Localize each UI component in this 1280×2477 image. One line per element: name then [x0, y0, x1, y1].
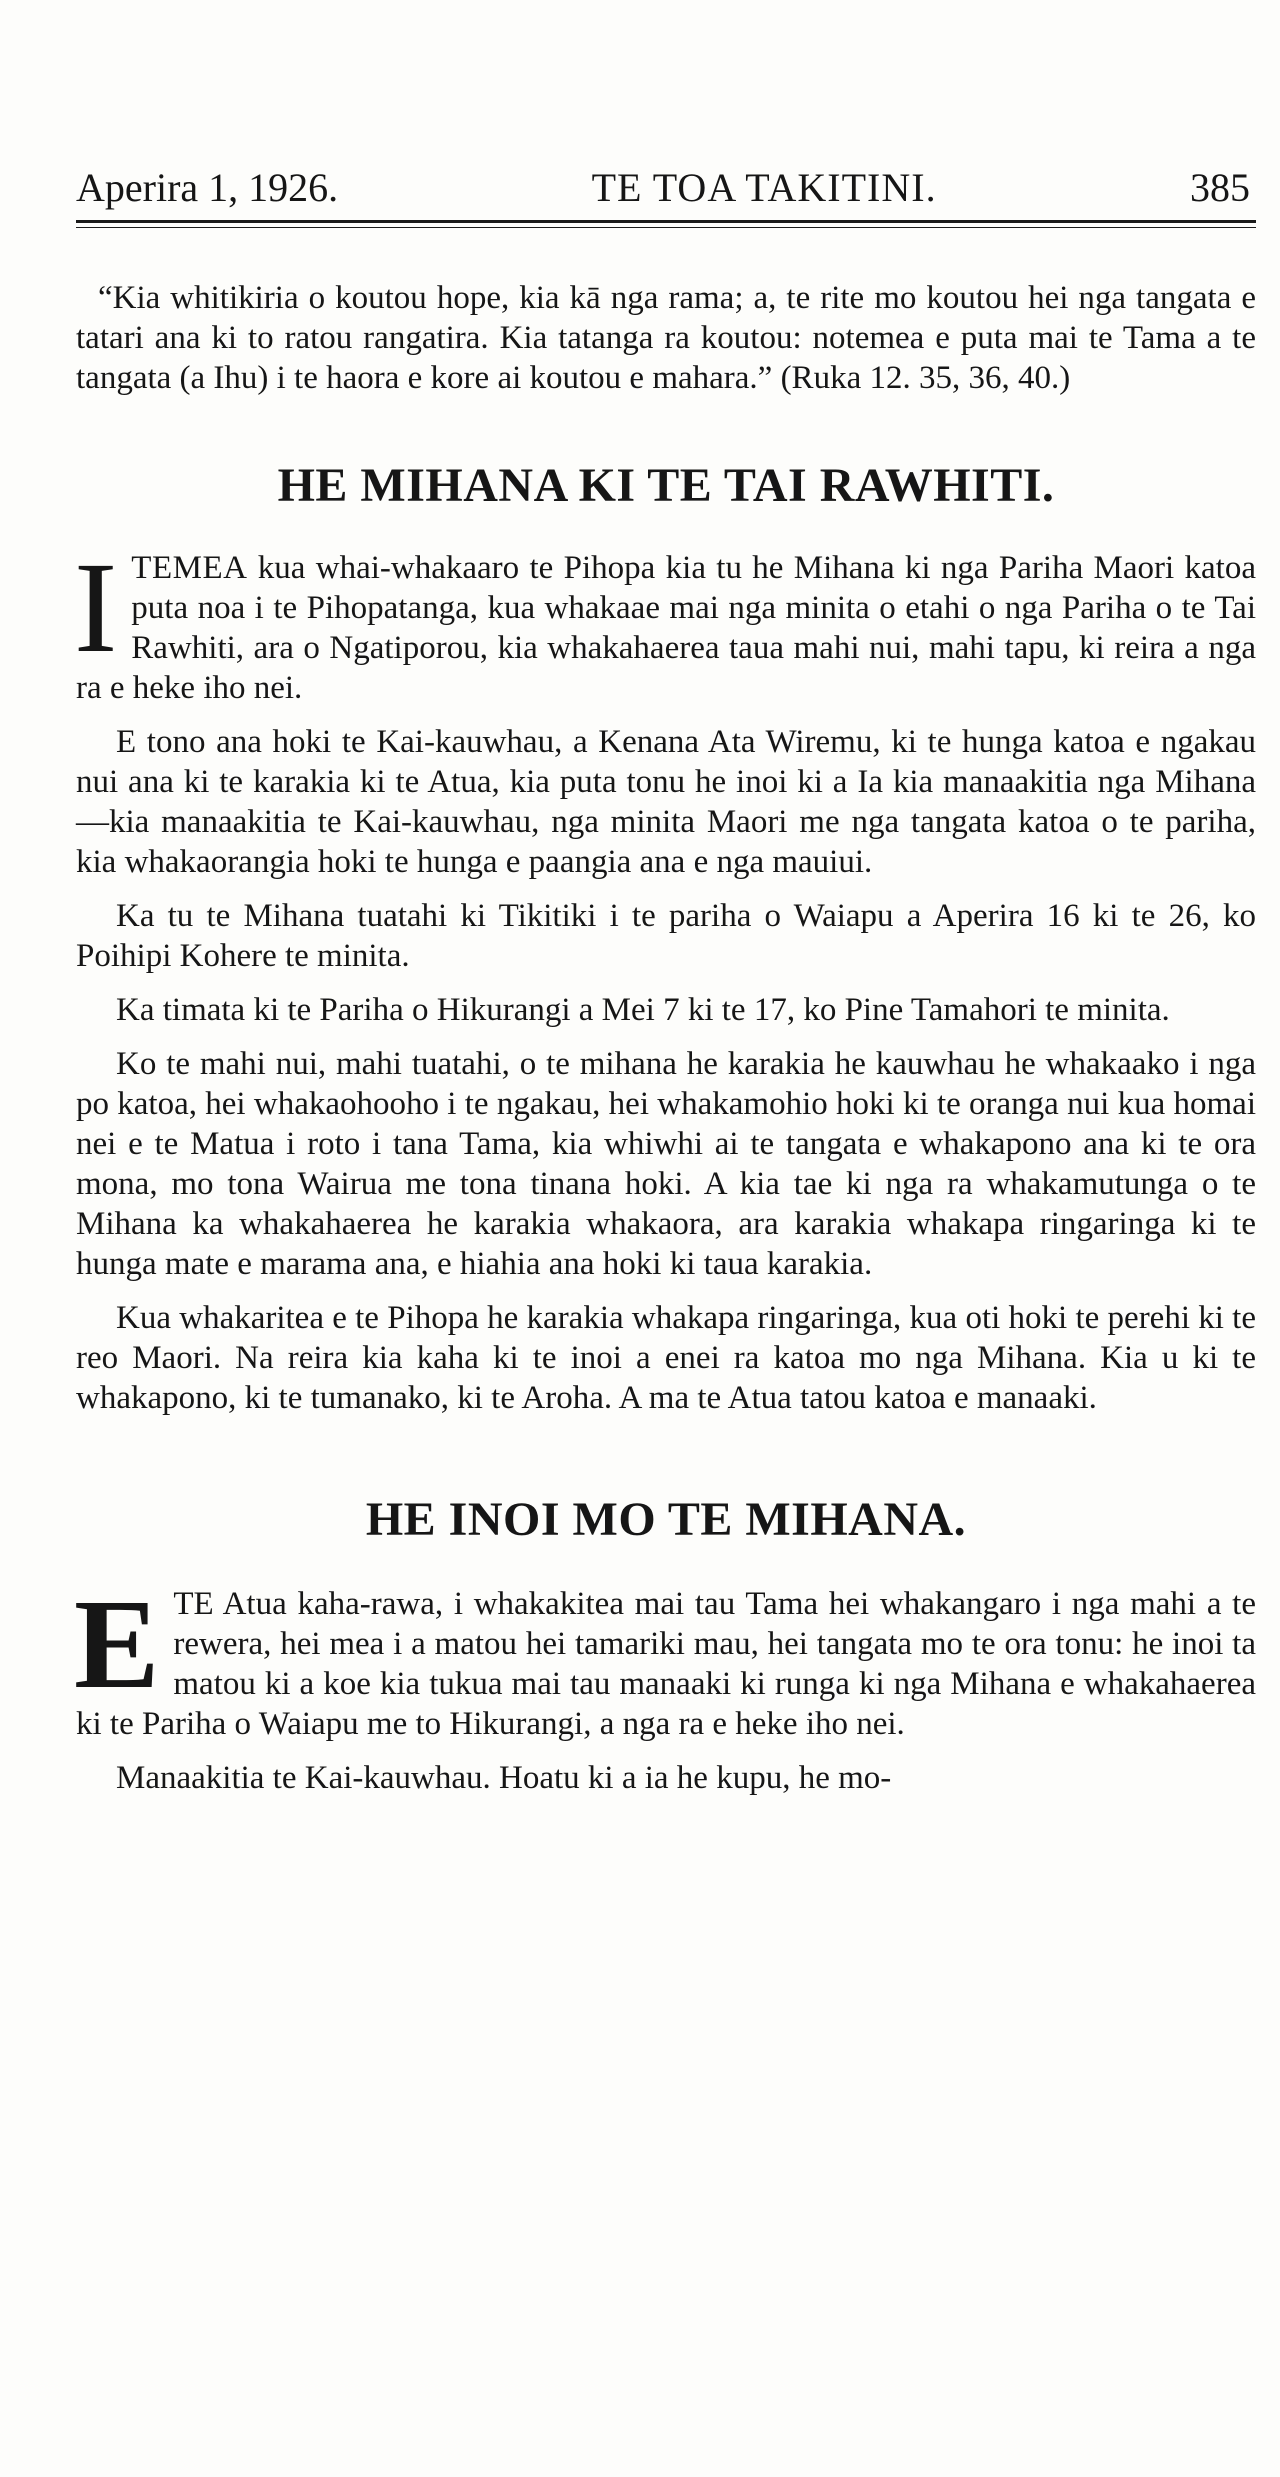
header-rule-thick	[76, 220, 1256, 223]
drop-cap: E	[74, 1573, 160, 1715]
paragraph	[74, 1573, 1256, 1744]
paragraph: Ko te mahi nui, mahi tuatahi, o te mihana he karakia he kauwhau he whakaako i nga po katoa, hei whakaohooho i te ngakau, hei whakamohio hoki ki te oranga nui kua homai nei e te Matua i roto i tana Tama, kia whiwhi ai te tangata e whakapono ana ki te ora mona, mo tona Wairua me tona tinana hoki. A kia tae ki nga ra whakamutunga o te Mihana ka whakahaerea he karakia whakaora, ara karakia whakapa ringaringa ki te hunga mate e marama ana, e hiahia ana hoki ki taua karakia.	[76, 1046, 1256, 1282]
paragraph: Kua whakaritea e te Pihopa he karakia whakapa ringaringa, kua oti hoki te perehi ki te reo Maori. Na reira kia kaha ki te inoi a enei ra katoa mo nga Mihana. Kia u ki te whakapono, ki te tumanako, ki te Aroha. A ma te Atua tatou katoa e manaaki.	[76, 1300, 1256, 1416]
section-mihana-body	[74, 536, 1256, 1418]
paragraph-text: TE Atua kaha-rawa, i whakakitea mai tau Tama hei whakangaro i nga mahi a te rewera, hei mea i a matou hei tamariki mau, hei tangata mo te ora tonu: he inoi ta matou ki a koe kia tukua mai tau manaaki ki runga ki nga Mihana e whakahaerea ki te Pariha o Waiapu me to Hikurangi, a nga ra e heke iho nei.	[76, 1586, 1256, 1742]
paragraph: E tono ana hoki te Kai-kauwhau, a Kenana Ata Wiremu, ki te hunga katoa e ngakau nui ana ki te karakia ki te Atua, kia puta tonu he inoi ki a Ia kia manaakitia nga Mihana—kia manaakitia te Kai-kauwhau, nga minita Maori me nga tangata katoa o te pariha, kia whakaorangia hoki te hunga e paangia ana e nga mauiui.	[76, 724, 1256, 880]
section-title-mihana: HE MIHANA KI TE TAI RAWHITI.	[277, 459, 1055, 512]
paragraph: Manaakitia te Kai-kauwhau. Hoatu ki a ia he kupu, he mo-	[116, 1760, 892, 1796]
header-rule-thin	[76, 227, 1256, 228]
running-header	[76, 165, 1256, 210]
publication-title: TE TOA TAKITINI.	[591, 165, 937, 210]
section-inoi-body	[74, 1573, 1256, 1798]
issue-date: Aperira 1, 1926.	[76, 165, 339, 210]
paragraph-text: kua whai-whakaaro te Pihopa kia tu he Mihana ki nga Pariha Maori katoa puta noa i te Pihopatanga, kua whakaae mai nga minita o etahi o nga Pariha o te Tai Rawhiti, ara o Ngatiporou, kia whakahaerea taua mahi nui, mahi tapu, ki reira a nga ra e heke iho nei.	[76, 550, 1256, 706]
section-title-inoi: HE INOI MO TE MIHANA.	[365, 1493, 967, 1546]
scripture-quote	[76, 278, 1256, 398]
lead-word: TEMEA	[131, 550, 248, 586]
paragraph	[74, 536, 1256, 708]
paragraph: Ka timata ki te Pariha o Hikurangi a Mei 7 ki te 17, ko Pine Tamahori te minita.	[116, 992, 1170, 1028]
drop-cap: I	[74, 536, 118, 680]
paragraph: Ka tu te Mihana tuatahi ki Tikitiki i te pariha o Waiapu a Aperira 16 ki te 26, ko Poihipi Kohere te minita.	[76, 898, 1256, 974]
page-number: 385	[1189, 165, 1250, 210]
quote-text: “Kia whitikiria o koutou hope, kia kā nga rama; a, te rite mo koutou hei nga tangata e tatari ana ki to ratou rangatira. Kia tatanga ra koutou: notemea e puta mai te Tama a te tangata (a Ihu) i te haora e kore ai koutou e mahara.” (Ruka 12. 35, 36, 40.)	[76, 280, 1256, 396]
